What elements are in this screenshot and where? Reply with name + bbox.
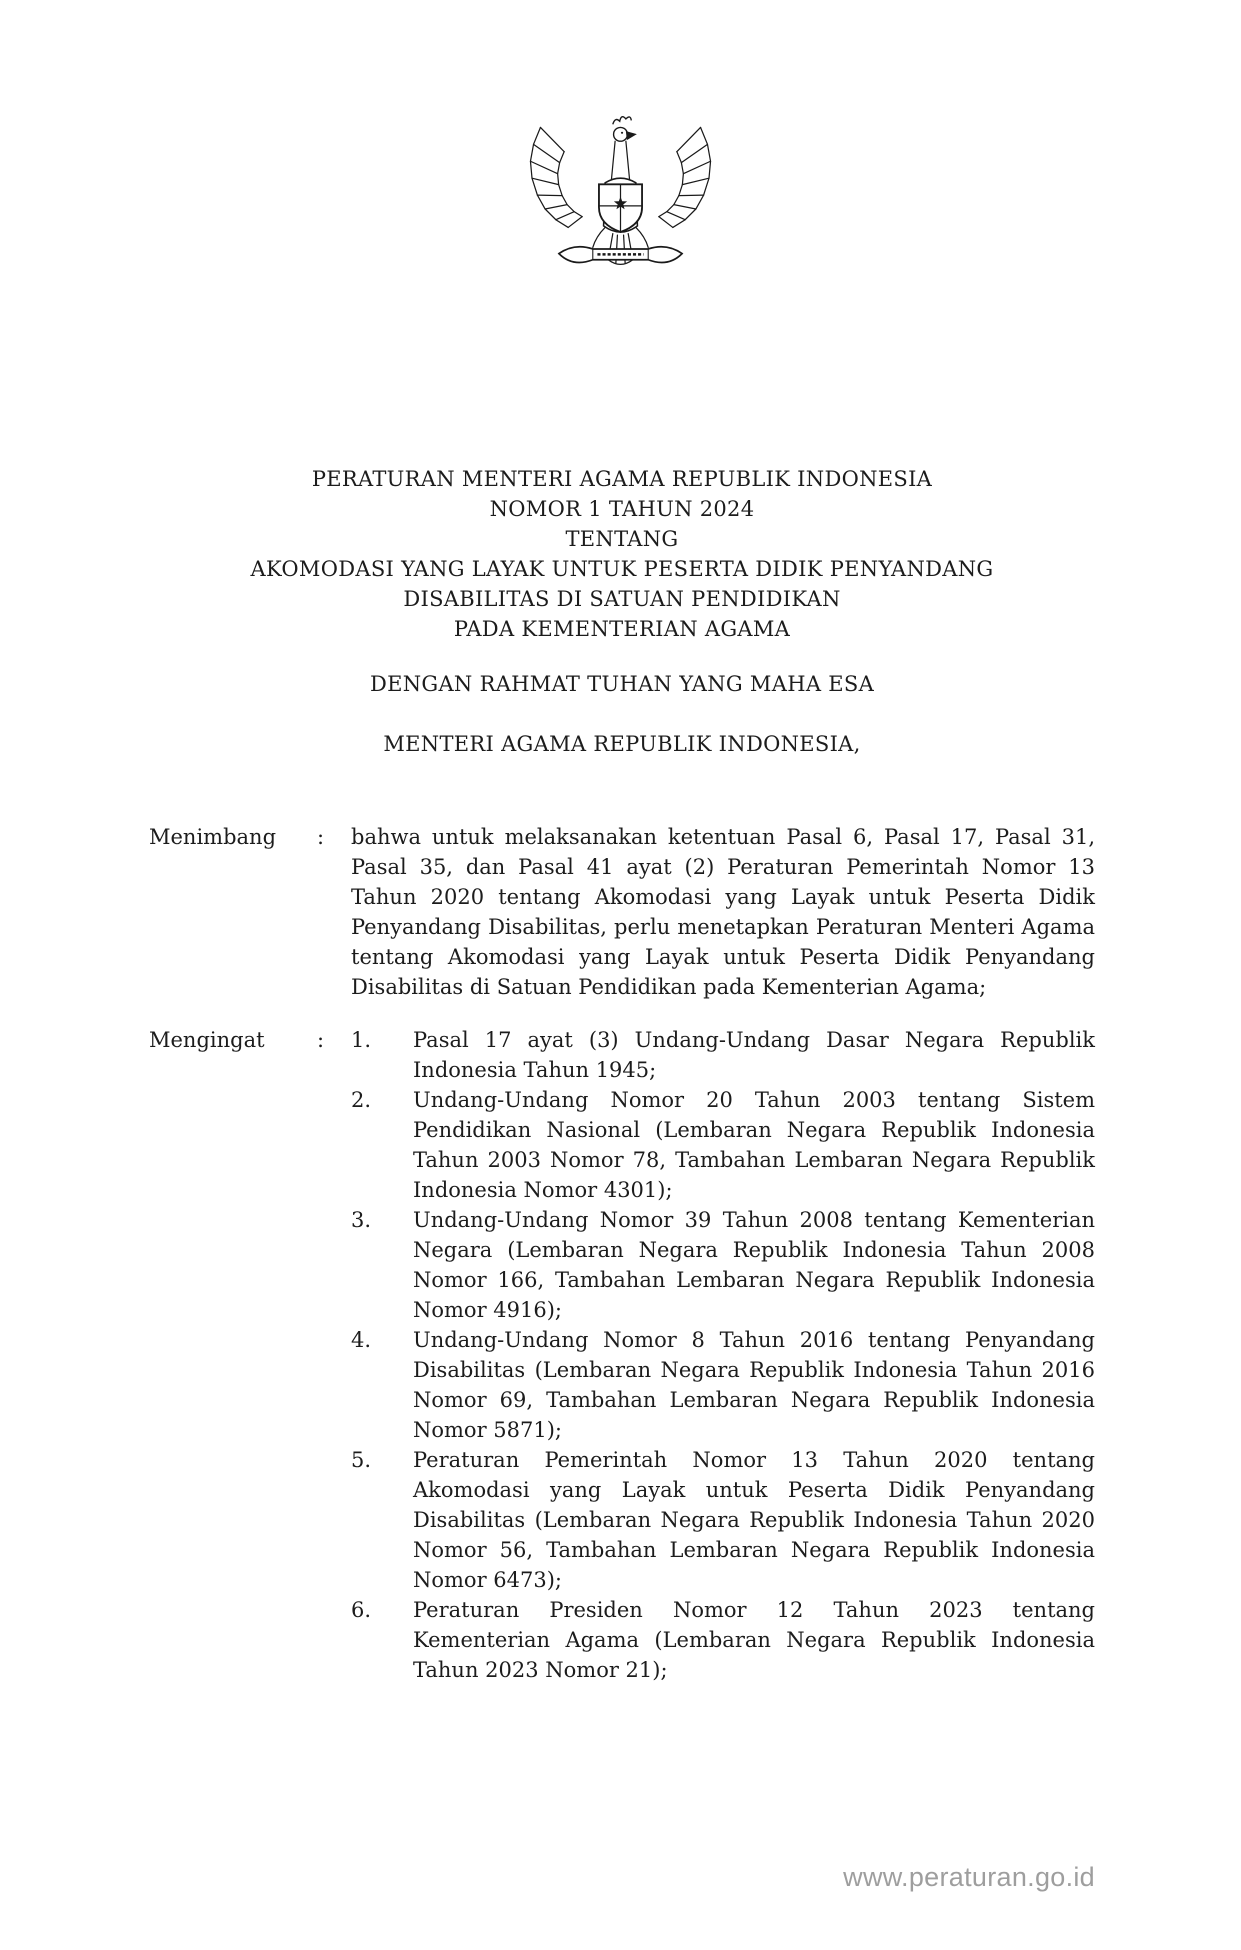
list-item	[351, 1025, 1095, 1085]
legal-basis-list	[351, 1025, 1095, 1685]
title-line-subject-2: DISABILITAS DI SATUAN PENDIDIKAN	[403, 587, 841, 611]
document-content	[149, 464, 1095, 1685]
legal-basis-label: Mengingat	[149, 1028, 265, 1052]
title-block	[149, 464, 1095, 644]
list-item-number: 2.	[351, 1088, 372, 1112]
list-item-number: 3.	[351, 1208, 372, 1232]
list-item-text: Pasal 17 ayat (3) Undang-Undang Dasar Negara Republik Indonesia Tahun 1945;	[413, 1028, 1095, 1082]
title-line-regulation: PERATURAN MENTERI AGAMA REPUBLIK INDONESIA	[311, 467, 933, 491]
garuda-pancasila-icon	[528, 112, 713, 289]
list-item	[351, 1595, 1095, 1685]
list-item-number: 6.	[351, 1598, 372, 1622]
watermark-url: www.peraturan.go.id	[843, 1862, 1095, 1892]
list-item	[351, 1445, 1095, 1595]
considerations-colon: :	[317, 825, 325, 849]
list-item	[351, 1205, 1095, 1325]
title-line-subject-3: PADA KEMENTERIAN AGAMA	[453, 617, 791, 641]
invocation-line: DENGAN RAHMAT TUHAN YANG MAHA ESA	[369, 672, 875, 696]
considerations-section	[149, 822, 1095, 1002]
authority-line: MENTERI AGAMA REPUBLIK INDONESIA,	[383, 732, 861, 756]
title-line-subject-1: AKOMODASI YANG LAYAK UNTUK PESERTA DIDIK PENYANDANG	[250, 557, 994, 581]
list-item	[351, 1325, 1095, 1445]
list-item-number: 1.	[351, 1028, 372, 1052]
list-item-text: Undang-Undang Nomor 39 Tahun 2008 tentang Kementerian Negara (Lembaran Negara Republik Indonesia Tahun 2008 Nomor 166, Tambahan Lembaran Negara Republik Indonesia Nomor 4916);	[413, 1208, 1095, 1322]
list-item-number: 5.	[351, 1448, 372, 1472]
title-line-tentang: TENTANG	[565, 527, 679, 551]
list-item	[351, 1085, 1095, 1205]
considerations-text: bahwa untuk melaksanakan ketentuan Pasal 6, Pasal 17, Pasal 31, Pasal 35, dan Pasal 41 ayat (2) Peraturan Pemerintah Nomor 13 Tahun 2020 tentang Akomodasi yang Layak untuk Peserta Didik Penyandang Disabilitas, perlu menetapkan Peraturan Menteri Agama tentang Akomodasi yang Layak untuk Peserta Didik Penyandang Disabilitas di Satuan Pendidikan pada Kementerian Agama;	[351, 825, 1095, 999]
emblem-container	[0, 112, 1241, 289]
list-item-text: Peraturan Pemerintah Nomor 13 Tahun 2020 tentang Akomodasi yang Layak untuk Peserta Didik Penyandang Disabilitas (Lembaran Negara Republik Indonesia Tahun 2020 Nomor 56, Tambahan Lembaran Negara Republik Indonesia Nomor 6473);	[413, 1448, 1095, 1592]
title-line-number: NOMOR 1 TAHUN 2024	[489, 497, 755, 521]
list-item-text: Undang-Undang Nomor 8 Tahun 2016 tentang Penyandang Disabilitas (Lembaran Negara Republik Indonesia Tahun 2016 Nomor 69, Tambahan Lembaran Negara Republik Indonesia Nomor 5871);	[413, 1328, 1095, 1442]
list-item-text: Undang-Undang Nomor 20 Tahun 2003 tentang Sistem Pendidikan Nasional (Lembaran Negara Republik Indonesia Tahun 2003 Nomor 78, Tambahan Lembaran Negara Republik Indonesia Nomor 4301);	[413, 1088, 1095, 1202]
considerations-label: Menimbang	[149, 825, 277, 849]
list-item-text: Peraturan Presiden Nomor 12 Tahun 2023 tentang Kementerian Agama (Lembaran Negara Republik Indonesia Tahun 2023 Nomor 21);	[413, 1598, 1095, 1682]
legal-basis-colon: :	[317, 1028, 325, 1052]
legal-basis-section	[149, 1025, 1095, 1685]
list-item-number: 4.	[351, 1328, 372, 1352]
